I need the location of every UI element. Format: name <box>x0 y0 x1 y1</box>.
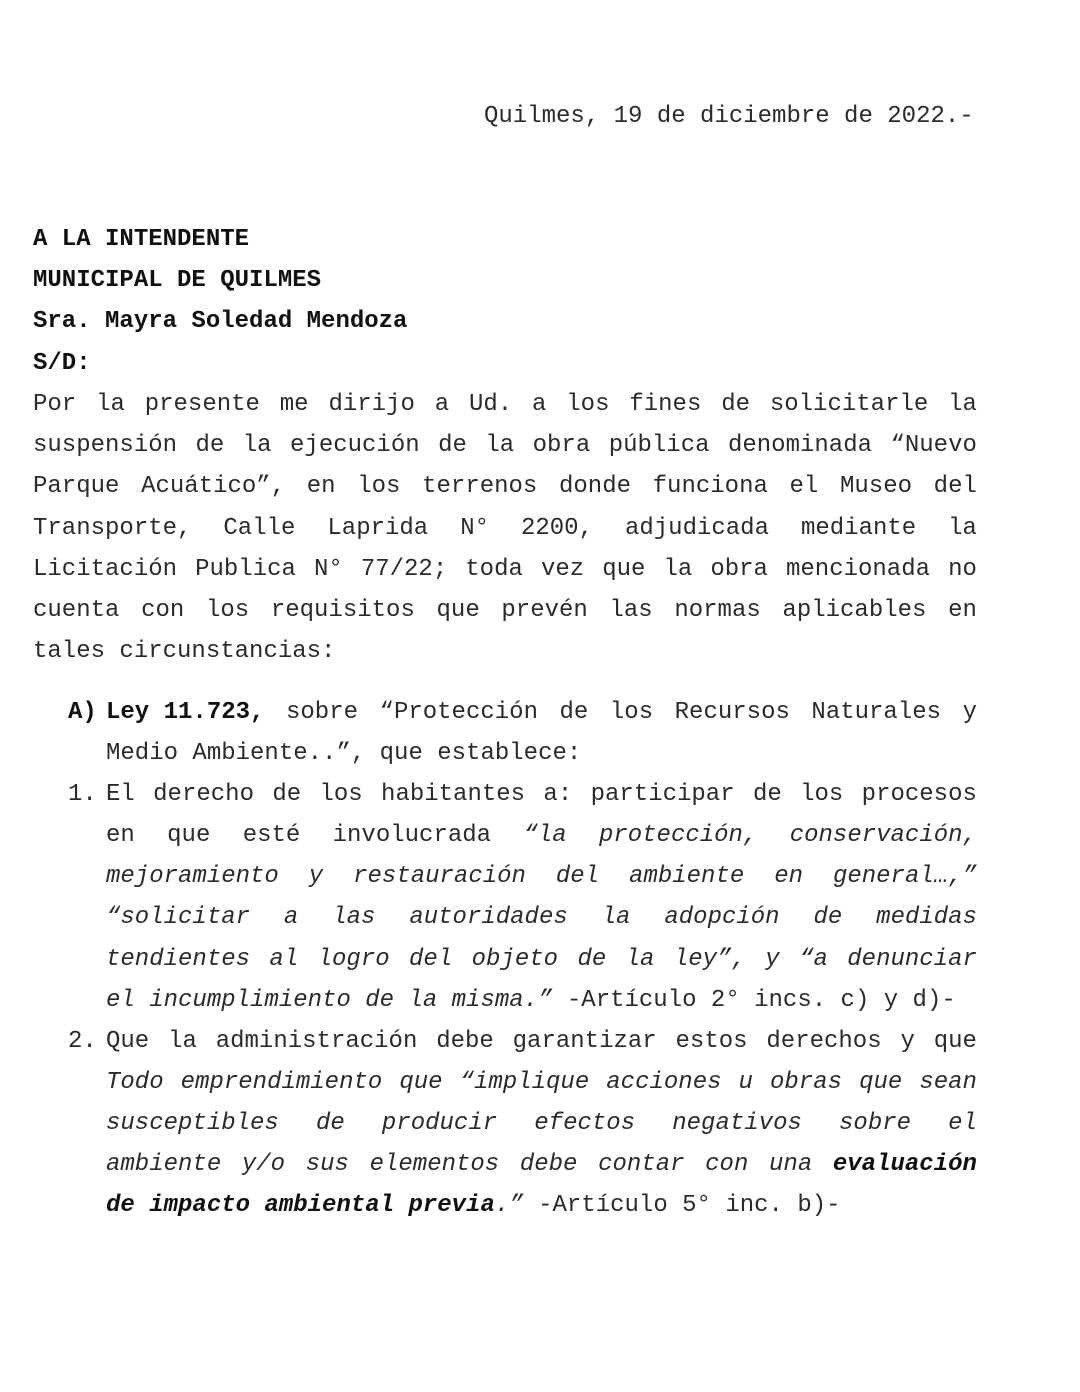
item-2-line: ambiente y/o sus elementos debe contar con una evaluación <box>106 1151 977 1178</box>
intro-line: suspensión de la ejecución de la obra pública denominada “Nuevo <box>33 432 977 459</box>
item-1-line: mejoramiento y restauración del ambiente en general…,” <box>106 863 977 890</box>
intro-line: cuenta con los requisitos que prevén las normas aplicables en <box>33 597 977 624</box>
item-2-line: Que la administración debe garantizar estos derechos y que <box>106 1028 977 1055</box>
recipient-line-4: S/D: <box>33 350 91 377</box>
intro-line: Parque Acuático”, en los terrenos donde funciona el Museo del <box>33 473 977 500</box>
date-line: Quilmes, 19 de diciembre de 2022.- <box>484 103 974 130</box>
emphasis-impacto: de impacto ambiental previa <box>106 1192 495 1219</box>
item-2-marker: 2. <box>68 1028 97 1055</box>
recipient-line-2: MUNICIPAL DE QUILMES <box>33 267 322 294</box>
item-1-line: El derecho de los habitantes a: participar de los procesos <box>106 781 977 808</box>
article-reference: -Artículo 2° incs. c) y d)- <box>566 987 956 1014</box>
intro-line: Licitación Publica N° 77/22; toda vez que la obra mencionada no <box>33 556 977 583</box>
item-1-marker: 1. <box>68 781 97 808</box>
intro-line: Por la presente me dirijo a Ud. a los fines de solicitarle la <box>33 391 977 418</box>
item-2-line: Todo emprendimiento que “implique acciones u obras que sean <box>106 1069 977 1096</box>
article-reference: -Artículo 5° inc. b)- <box>538 1192 841 1219</box>
item-2-line: susceptibles de producir efectos negativos sobre el <box>106 1110 977 1137</box>
section-a-marker: A) <box>68 699 97 726</box>
item-2-line <box>106 1191 841 1221</box>
intro-line: tales circunstancias: <box>33 638 336 665</box>
intro-line: Transporte, Calle Laprida N° 2200, adjudicada mediante la <box>33 515 977 542</box>
law-reference: Ley 11.723, <box>106 699 265 726</box>
section-a-line-2: Medio Ambiente..”, que establece: <box>106 740 582 767</box>
item-1-line: “solicitar a las autoridades la adopción de medidas <box>106 904 977 931</box>
section-a-line-1: Ley 11.723, sobre “Protección de los Recursos Naturales y <box>106 699 977 726</box>
item-1-line: tendientes al logro del objeto de la ley”, y “a denunciar <box>106 946 977 973</box>
item-1-line <box>106 986 956 1016</box>
item-1-line: en que esté involucrada “la protección, conservación, <box>106 822 977 849</box>
emphasis-evaluacion: evaluación <box>832 1151 977 1178</box>
item-1-line-6-quote: el incumplimiento de la misma.” <box>106 987 553 1014</box>
recipient-line-1: A LA INTENDENTE <box>33 226 250 253</box>
closing-quote: .” <box>494 1192 524 1219</box>
recipient-line-3: Sra. Mayra Soledad Mendoza <box>33 308 408 335</box>
